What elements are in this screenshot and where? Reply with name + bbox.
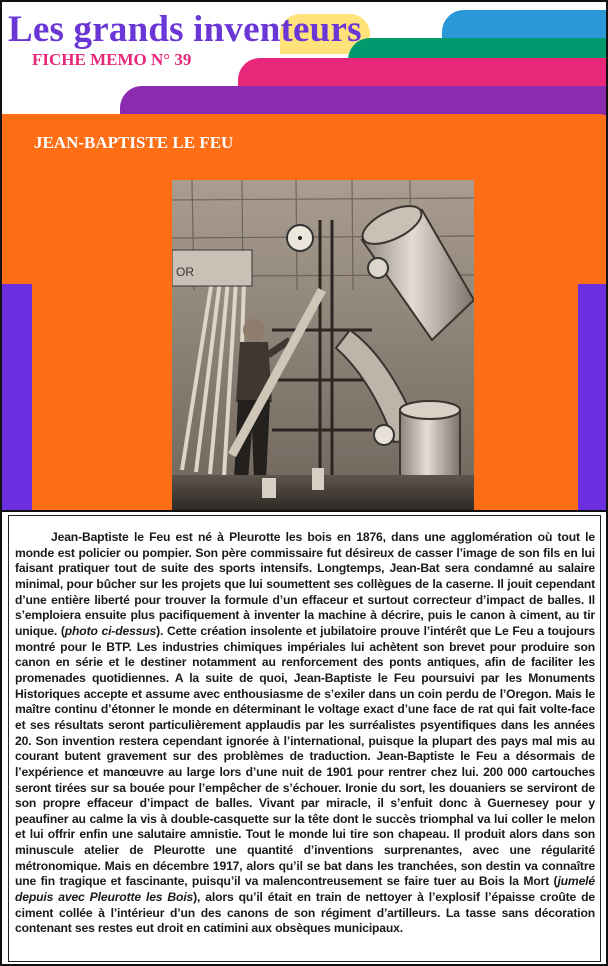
page-title: Les grands inventeurs — [8, 9, 362, 50]
cannon-photo-illustration — [172, 180, 474, 510]
sheet-number: FICHE MEMO N° 39 — [32, 50, 192, 69]
header-divider — [2, 510, 606, 512]
inventor-name: JEAN-BAPTISTE LE FEU — [34, 133, 234, 152]
biography-part-1: Jean-Baptiste le Feu est né à Pleurotte les bois en 1876, dans une agglomération où tout le monde est policier ou pompier. Son père commissaire fut désireux de casser l’image de son fils en lui faisant pratiquer tout de suite des sports intensifs. Longtemps, Jean-Bat sera condamné au salaire minimal, pour bûcher sur les projets que lui soumettent ses collègues de la caserne. Il jouit cependant d’une entière liberté pour trouver la formule d’un effaceur et surtout correcteur d’impact de balles. Il s’emploiera ensuite plus pacifiquement à inventer la machine à décrire, puis le canon à ciment, au tir unique. ( — [15, 530, 595, 638]
twin-town-reference: jumelé depuis avec Pleurotte les Bois — [15, 874, 595, 905]
biography-text — [8, 515, 601, 962]
right-purple-strip — [578, 284, 606, 510]
left-purple-strip — [2, 284, 32, 510]
sign-fragment: OR — [176, 265, 194, 279]
photo-reference: photo ci-dessus — [64, 623, 157, 638]
biography-part-2: ). Cette création insolente et jubilatoire prouve l’intérêt que Le Feu a toujours montré pour le BTP. Les industries chimiques impériales lui achètent son brevet pour produire son canon en série et le destiner notamment au renforcement des ponts antiques, afin de faciliter les promenades quotidiennes. A la suite de quoi, Jean-Baptiste le Feu poursuivi par les Monuments Historiques accepte et assume avec enthousiasme de s’exiler dans un coin perdu de l’Oregon. Mais le maître continu d’étonner le monde en déterminant le voltage exact d’une face de rat qui fait volte-face et ses résultats seront particulièrement applaudis par les surréalistes psyentifiques dans les années 20. Son invention restera cependant ignorée à l’international, puisque la plupart des pays mal mis au courant butent gravement sur des problèmes de traduction. Jean-Baptiste le Feu a désormais de l’expérience et manœuvre au large lors d’une nuit de 1901 pour rentrer chez lui. 200 000 cartouches seront tirées sur sa bouée pour l’empêcher de s’échouer. Ironie du sort, les douaniers se serviront de son propre effaceur d’impact de balles. Vivant par miracle, il s’enfuit donc à Guernesey pour y peaufiner au calme la vis à double-casquette sur la tête dont le succès triomphal va lui coller le melon et lui offrir enfin une salutaire amnistie. Tout le monde lui tire son chapeau. Il produit alors dans son minuscule atelier de Pleurotte une quantité d’inventions surprenantes, avec une régularité métronomique. Mais en décembre 1917, alors qu’il se bat dans les tranchées, son destin va connaître une fin tragique et fascinante, puisqu’il va malencontreusement se faire tuer au Bois la Mort ( — [15, 623, 595, 889]
header-banner — [2, 2, 606, 510]
inventor-photo — [172, 180, 474, 510]
biography-part-3: ), alors qu’il était en train de nettoyer à l’explosif l’épaisse croûte de ciment collée à l’intérieur d’un des canons de son régiment d’artilleurs. La tasse sans décoration contenant ses restes eut droit en catimini aux obsèques municipaux. — [15, 890, 595, 936]
